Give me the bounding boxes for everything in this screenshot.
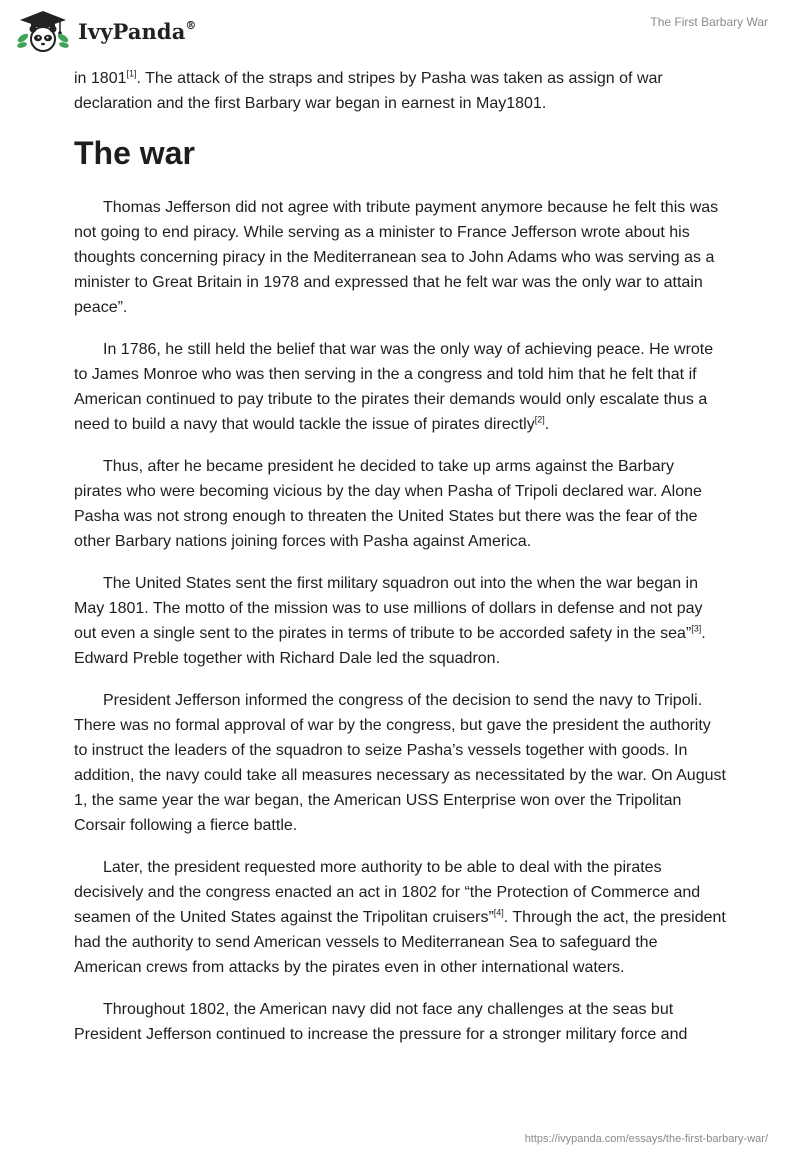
paragraph: Thomas Jefferson did not agree with tribute payment anymore because he felt this was not going to end piracy. While serving as a minister to France Jefferson wrote about his thoughts concerning piracy in the Mediterranean sea to John Adams who was serving as a minister to Great Britain in 1978 and expressed that he felt war was the only war to attain peace”. <box>74 199 719 316</box>
paragraph: President Jefferson informed the congress of the decision to send the navy to Tripoli. There was no formal approval of war by the congress, but gave the president the authority to instruct the leaders of the squadron to seize Pasha’s vessels together with goods. In addition, the navy could take all measures necessary as necessitated by the war. On August 1, the same year the war began, the American USS Enterprise won over the Tripolitan Corsair following a fierce battle. <box>74 692 726 834</box>
essay-body <box>74 66 726 1064</box>
footnote-ref-3[interactable]: [3] <box>691 623 702 634</box>
paragraph: The United States sent the first military squadron out into the when the war began in May 1801. The motto of the mission was to use millions of dollars in defense and not pay out even a single sent to the pirates in terms of tribute to be accorded safety in the sea”[3]. Edward Preble together with Richard Dale led the squadron. <box>74 575 706 667</box>
document-title: The First Barbary War <box>650 15 768 29</box>
paragraph: Later, the president requested more authority to be able to deal with the pirates decisively and the congress enacted an act in 1802 for “the Protection of Commerce and seamen of the United States against the Tripolitan cruisers”[4]. Through the act, the president had the authority to send American vessels to Mediterranean Sea to safeguard the American crews from attacks by the pirates even in other international waters. <box>74 859 726 976</box>
paragraph: In 1786, he still held the belief that war was the only way of achieving peace. He wrote to James Monroe who was then serving in the a congress and told him that he felt that if American continued to pay tribute to the pirates their demands would only escalate thus a need to build a navy that would tackle the issue of pirates directly[2]. <box>74 341 714 433</box>
paragraph: Throughout 1802, the American navy did not face any challenges at the seas but President Jefferson continued to increase the pressure for a stronger military force and <box>74 1001 688 1043</box>
footnote-ref-2[interactable]: [2] <box>534 414 545 425</box>
source-url[interactable]: https://ivypanda.com/essays/the-first-barbary-war/ <box>524 1133 768 1145</box>
brand-name: IvyPanda® <box>78 18 197 44</box>
ivypanda-logo[interactable] <box>14 8 197 54</box>
footnote-ref-4[interactable]: [4] <box>493 907 504 918</box>
paragraph-intro: in 1801[1]. The attack of the straps and stripes by Pasha was taken as assign of war declaration and the first Barbary war began in earnest in May1801. <box>74 68 663 112</box>
panda-graduate-icon <box>14 8 72 54</box>
section-heading: The war <box>74 135 195 171</box>
paragraph: Thus, after he became president he decided to take up arms against the Barbary pirates who were becoming vicious by the day when Pasha of Tripoli declared war. Alone Pasha was not strong enough to threaten the United States but there was the fear of the other Barbary nations joining forces with Pasha against America. <box>74 458 702 550</box>
footnote-ref-1[interactable]: [1] <box>126 68 137 79</box>
registered-mark: ® <box>185 18 197 32</box>
